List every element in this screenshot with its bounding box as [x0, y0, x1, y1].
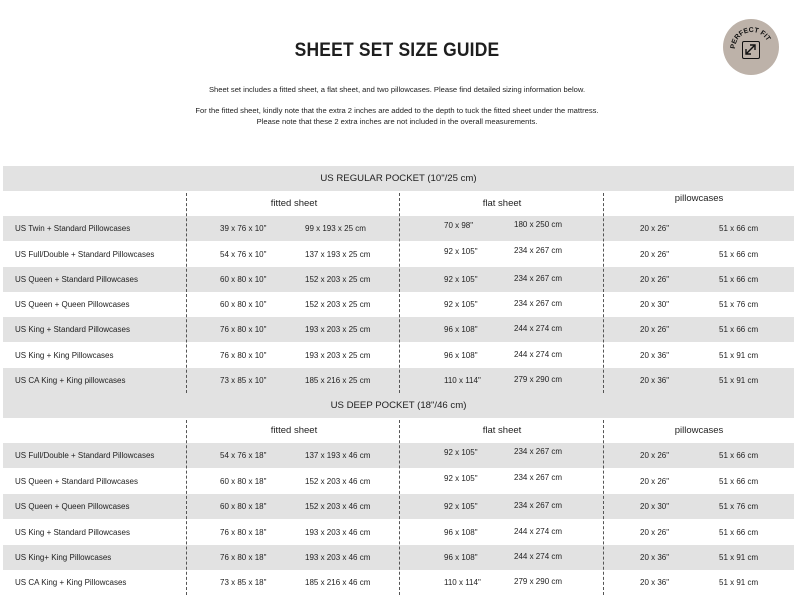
pillow-cm: 51 x 66 cm: [719, 224, 759, 233]
pillow-cm: 51 x 66 cm: [719, 250, 759, 259]
flat-cm: 244 x 274 cm: [514, 350, 563, 359]
fitted-inches: 39 x 76 x 10": [220, 224, 267, 233]
fitted-cm: 137 x 193 x 25 cm: [305, 250, 371, 259]
expand-arrows-icon: [742, 41, 760, 59]
header-pillowcases: pillowcases: [674, 425, 724, 436]
flat-inches: 92 x 105": [444, 474, 478, 483]
intro-text-line-1: Sheet set includes a fitted sheet, a flat sheet, and two pillowcases. Please find detailed sizing information below.: [208, 85, 586, 94]
fitted-inches: 76 x 80 x 18": [220, 553, 267, 562]
intro-text-line-2: For the fitted sheet, kindly note that the extra 2 inches are added to the depth to tuck the fitted sheet under the mattress.: [195, 106, 599, 115]
pillow-inches: 20 x 30": [640, 502, 670, 511]
section-title: US REGULAR POCKET (10"/25 cm): [320, 173, 477, 184]
pillow-cm: 51 x 91 cm: [719, 376, 759, 385]
pillow-inches: 20 x 36": [640, 351, 670, 360]
flat-cm: 244 x 274 cm: [514, 527, 563, 536]
fitted-cm: 152 x 203 x 46 cm: [305, 477, 371, 486]
pillow-inches: 20 x 36": [640, 578, 670, 587]
flat-cm: 234 x 267 cm: [514, 473, 563, 482]
fitted-cm: 99 x 193 x 25 cm: [305, 224, 366, 233]
row-label: US King + Standard Pillowcases: [15, 325, 130, 334]
fitted-inches: 76 x 80 x 10": [220, 325, 267, 334]
pillow-inches: 20 x 36": [640, 553, 670, 562]
pillow-cm: 51 x 66 cm: [719, 477, 759, 486]
section-title: US DEEP POCKET (18"/46 cm): [330, 400, 467, 411]
row-label: US Twin + Standard Pillowcases: [15, 224, 131, 233]
fitted-inches: 60 x 80 x 10": [220, 275, 267, 284]
fitted-cm: 152 x 203 x 46 cm: [305, 502, 371, 511]
fitted-cm: 185 x 216 x 46 cm: [305, 578, 371, 587]
pillow-cm: 51 x 91 cm: [719, 553, 759, 562]
row-label: US King+ King Pillowcases: [15, 553, 112, 562]
fitted-inches: 76 x 80 x 18": [220, 528, 267, 537]
row-label: US Queen + Standard Pillowcases: [15, 477, 138, 486]
flat-cm: 234 x 267 cm: [514, 274, 563, 283]
column-divider: [603, 193, 604, 393]
flat-cm: 234 x 267 cm: [514, 299, 563, 308]
fitted-cm: 193 x 203 x 25 cm: [305, 351, 371, 360]
fitted-inches: 73 x 85 x 18": [220, 578, 267, 587]
pillow-cm: 51 x 66 cm: [719, 528, 759, 537]
column-divider: [186, 193, 187, 393]
flat-cm: 279 x 290 cm: [514, 375, 563, 384]
pillow-inches: 20 x 26": [640, 477, 670, 486]
flat-inches: 96 x 108": [444, 325, 478, 334]
row-label: US Queen + Standard Pillowcases: [15, 275, 138, 284]
fitted-inches: 73 x 85 x 10": [220, 376, 267, 385]
column-divider: [603, 420, 604, 595]
flat-inches: 70 x 98": [444, 221, 474, 230]
flat-inches: 92 x 105": [444, 502, 478, 511]
pillow-inches: 20 x 30": [640, 300, 670, 309]
pillow-inches: 20 x 26": [640, 528, 670, 537]
pillow-inches: 20 x 36": [640, 376, 670, 385]
header-fitted-sheet: fitted sheet: [270, 198, 318, 209]
pillow-cm: 51 x 91 cm: [719, 578, 759, 587]
column-divider: [186, 420, 187, 595]
fitted-inches: 54 x 76 x 10": [220, 250, 267, 259]
fitted-cm: 152 x 203 x 25 cm: [305, 300, 371, 309]
flat-inches: 110 x 114": [444, 578, 481, 587]
flat-cm: 234 x 267 cm: [514, 501, 563, 510]
row-label: US Full/Double + Standard Pillowcases: [15, 451, 155, 460]
fitted-cm: 193 x 203 x 25 cm: [305, 325, 371, 334]
row-label: US CA King + King Pillowcases: [15, 578, 127, 587]
pillow-cm: 51 x 66 cm: [719, 451, 759, 460]
flat-cm: 244 x 274 cm: [514, 324, 563, 333]
fitted-inches: 54 x 76 x 18": [220, 451, 267, 460]
fitted-cm: 152 x 203 x 25 cm: [305, 275, 371, 284]
header-fitted-sheet: fitted sheet: [270, 425, 318, 436]
column-divider: [399, 420, 400, 595]
flat-inches: 92 x 105": [444, 300, 478, 309]
flat-cm: 234 x 267 cm: [514, 246, 563, 255]
row-label: US Full/Double + Standard Pillowcases: [15, 250, 155, 259]
header-flat-sheet: flat sheet: [482, 198, 522, 209]
page-title: SHEET SET SIZE GUIDE: [294, 40, 500, 61]
row-label: US King + Standard Pillowcases: [15, 528, 130, 537]
fitted-cm: 193 x 203 x 46 cm: [305, 528, 371, 537]
row-label: US Queen + Queen Pillowcases: [15, 300, 130, 309]
fitted-inches: 60 x 80 x 18": [220, 502, 267, 511]
pillow-cm: 51 x 76 cm: [719, 502, 759, 511]
header-pillowcases: pillowcases: [674, 193, 724, 204]
flat-inches: 92 x 105": [444, 247, 478, 256]
pillow-inches: 20 x 26": [640, 451, 670, 460]
row-label: US Queen + Queen Pillowcases: [15, 502, 130, 511]
fitted-cm: 137 x 193 x 46 cm: [305, 451, 371, 460]
fitted-inches: 60 x 80 x 10": [220, 300, 267, 309]
fitted-cm: 185 x 216 x 25 cm: [305, 376, 371, 385]
flat-cm: 234 x 267 cm: [514, 447, 563, 456]
flat-cm: 180 x 250 cm: [514, 220, 563, 229]
perfect-fit-badge: [723, 19, 779, 75]
header-flat-sheet: flat sheet: [482, 425, 522, 436]
flat-cm: 244 x 274 cm: [514, 552, 563, 561]
pillow-inches: 20 x 26": [640, 325, 670, 334]
pillow-cm: 51 x 66 cm: [719, 325, 759, 334]
pillow-cm: 51 x 66 cm: [719, 275, 759, 284]
pillow-cm: 51 x 76 cm: [719, 300, 759, 309]
svg-text:PERFECT FIT: PERFECT FIT: [729, 26, 772, 50]
fitted-inches: 60 x 80 x 18": [220, 477, 267, 486]
fitted-cm: 193 x 203 x 46 cm: [305, 553, 371, 562]
flat-inches: 96 x 108": [444, 553, 478, 562]
pillow-cm: 51 x 91 cm: [719, 351, 759, 360]
flat-inches: 92 x 105": [444, 275, 478, 284]
flat-inches: 96 x 108": [444, 528, 478, 537]
pillow-inches: 20 x 26": [640, 275, 670, 284]
fitted-inches: 76 x 80 x 10": [220, 351, 267, 360]
flat-inches: 110 x 114": [444, 376, 481, 385]
flat-cm: 279 x 290 cm: [514, 577, 563, 586]
column-divider: [399, 193, 400, 393]
flat-inches: 92 x 105": [444, 448, 478, 457]
pillow-inches: 20 x 26": [640, 250, 670, 259]
intro-text-line-3: Please note that these 2 extra inches are not included in the overall measurements.: [256, 117, 538, 126]
row-label: US CA King + King pillowcases: [15, 376, 126, 385]
flat-inches: 96 x 108": [444, 351, 478, 360]
pillow-inches: 20 x 26": [640, 224, 670, 233]
row-label: US King + King Pillowcases: [15, 351, 114, 360]
